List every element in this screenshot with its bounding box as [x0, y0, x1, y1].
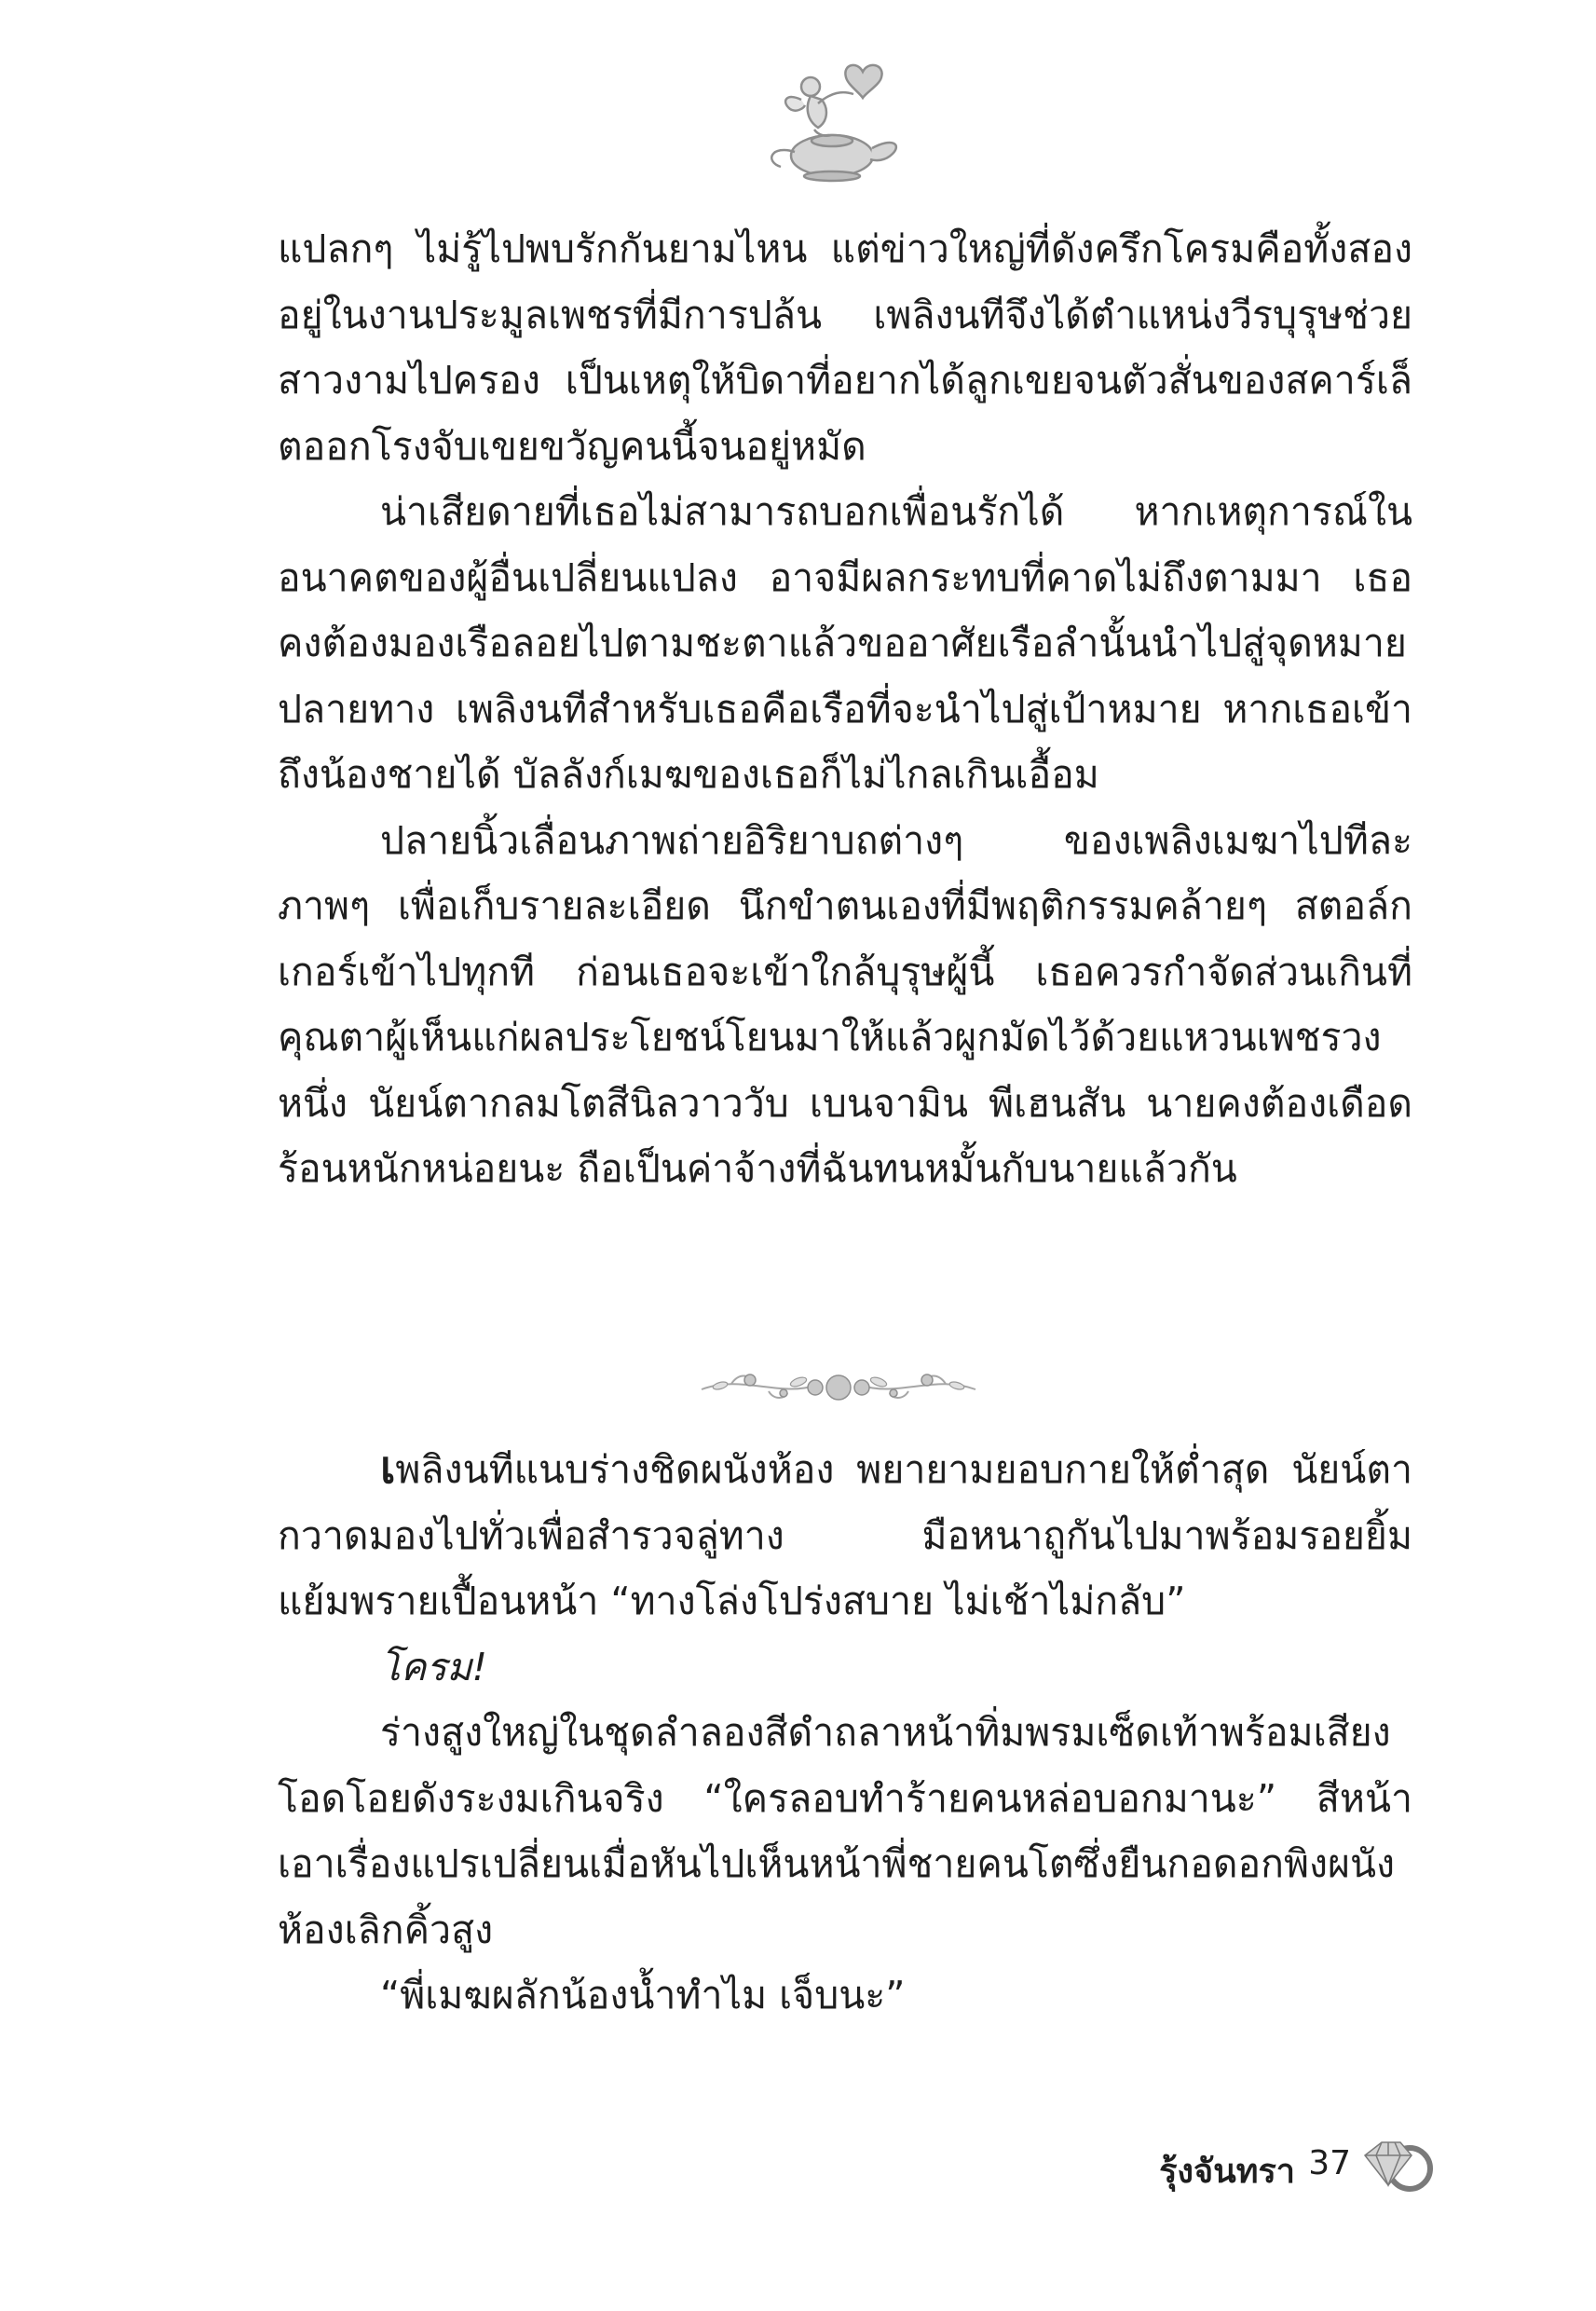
text-block-1: [278, 216, 1412, 1202]
page-number: 37: [1308, 2144, 1351, 2182]
diamond-ring-icon: [1356, 2131, 1435, 2196]
cherub-teapot-ornament-icon: [753, 51, 911, 191]
page-footer: [1025, 2131, 1435, 2206]
paragraph-4-text: พลิงนทีแนบร่างชิดผนังห้อง พยายามยอบกายให้ต่ำสุด นัยน์ตากวาดมองไปทั่วเพื่อสำรวจลู่ทาง มือหนาถูกันไปมาพร้อมรอยยิ้มแย้มพรายเปื้อนหน้า “ทางโล่งโปร่งสบาย ไม่เช้าไม่กลับ”: [278, 1447, 1412, 1623]
drop-cap: เ: [380, 1442, 396, 1494]
paragraph-4: [278, 1435, 1412, 1634]
paragraph-6: “พี่เมฆผลักน้องน้ำทำไม เจ็บนะ”: [380, 1973, 906, 2017]
sound-effect: โครม!: [380, 1644, 487, 1689]
book-title: รุ้งจันทรา: [1159, 2153, 1295, 2191]
paragraph-2: น่าเสียดายที่เธอไม่สามารถบอกเพื่อนรักได้ หากเหตุการณ์ในอนาคตของผู้อื่นเปลี่ยนแปลง อาจมีผลกระทบที่คาดไม่ถึงตามมา เธอคงต้องมองเรือลอยไปตามชะตาแล้วขออาศัยเรือลำนั้นนำไปสู่จุดหมายปลายทาง เพลิงนทีสำหรับเธอคือเรือที่จะนำไปสู่เป้าหมาย หากเธอเข้าถึงน้องชายได้ บัลลังก์เมฆของเธอก็ไม่ไกลเกินเอื้อม: [278, 489, 1412, 797]
paragraph-1: แปลกๆ ไม่รู้ไปพบรักกันยามไหน แต่ข่าวใหญ่ที่ดังครึกโครมคือทั้งสองอยู่ในงานประมูลเพชรที่มีการปล้น เพลิงนทีจึงได้ตำแหน่งวีรบุรุษช่วยสาวงามไปครอง เป็นเหตุให้บิดาที่อยากได้ลูกเขยจนตัวสั่นของสคาร์เล็ตออกโรงจับเขยขวัญคนนี้จนอยู่หมัด: [278, 226, 1412, 469]
paragraph-5: ร่างสูงใหญ่ในชุดลำลองสีดำถลาหน้าทิ่มพรมเซ็ดเท้าพร้อมเสียงโอดโอยดังระงมเกินจริง “ใครลอบทำร้ายคนหล่อบอกมานะ” สีหน้าเอาเรื่องแปรเปลี่ยนเมื่อหันไปเห็นหน้าพี่ชายคนโตซึ่งยืนกอดอกพิงผนังห้องเลิกคิ้วสูง: [278, 1710, 1412, 1952]
text-block-2: [278, 1435, 1412, 2029]
paragraph-3: ปลายนิ้วเลื่อนภาพถ่ายอิริยาบถต่างๆ ของเพลิงเมฆาไปทีละภาพๆ เพื่อเก็บรายละเอียด นึกขำตนเองที่มีพฤติกรรมคล้ายๆ สตอล์กเกอร์เข้าไปทุกที ก่อนเธอจะเข้าใกล้บุรุษผู้นี้ เธอควรกำจัดส่วนเกินที่คุณตาผู้เห็นแก่ผลประโยชน์โยนมาให้แล้วผูกมัดไว้ด้วยแหวนเพชรวงหนึ่ง นัยน์ตากลมโตสีนิลวาววับ เบนจามิน พีเฮนสัน นายคงต้องเดือดร้อนหนักหน่อยนะ ถือเป็นค่าจ้างที่ฉันทนหมั้นกับนายแล้วกัน: [278, 817, 1412, 1191]
floral-divider-icon: [694, 1356, 983, 1412]
